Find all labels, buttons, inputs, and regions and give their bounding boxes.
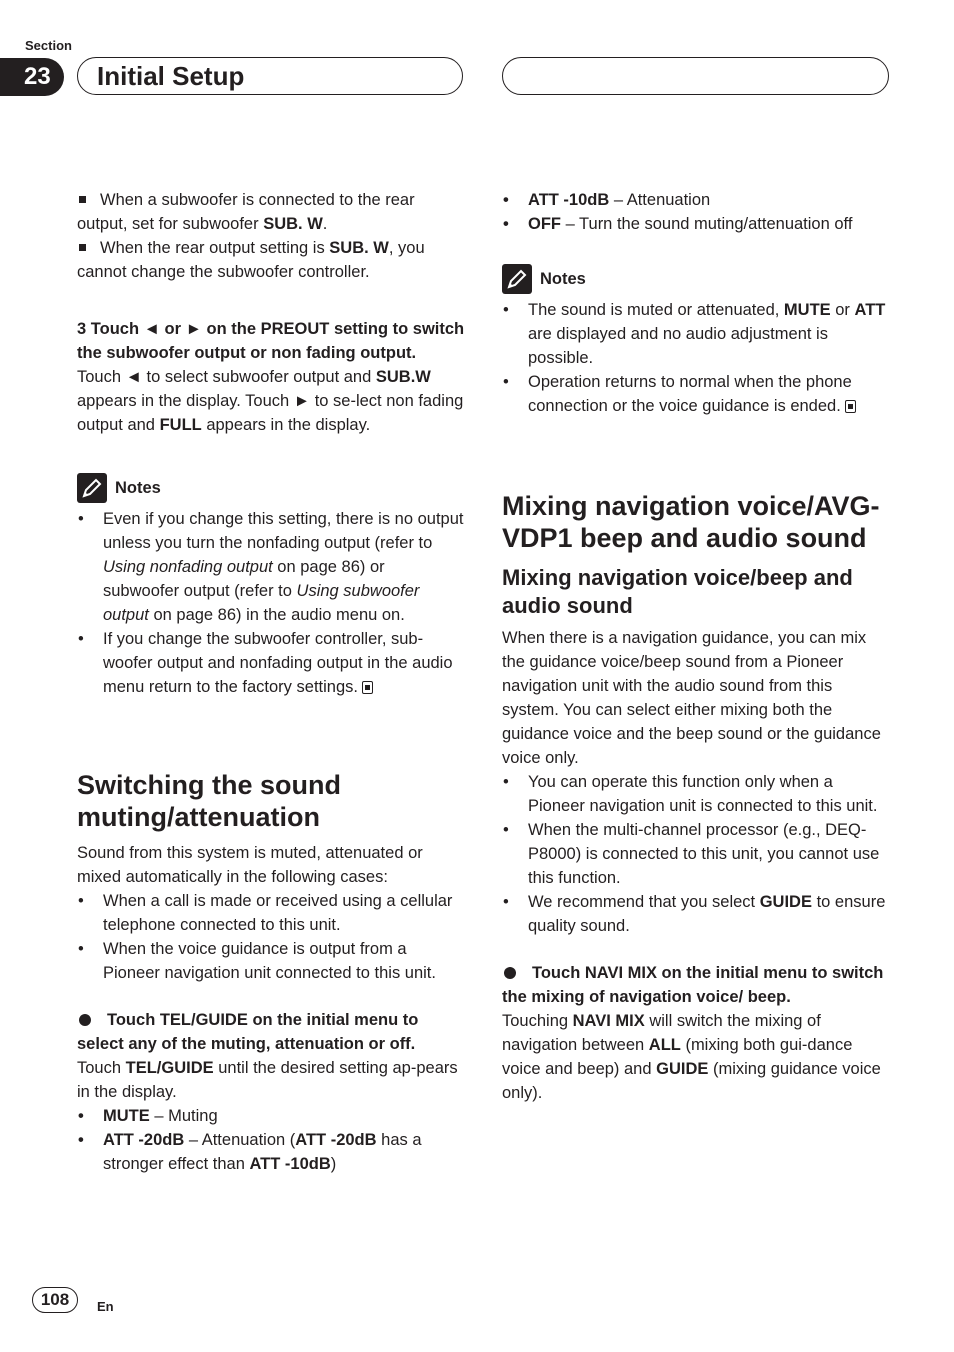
subwoofer-note-2: When the rear output setting is SUB. W, you cannot change the subwoofer controller. <box>77 239 425 281</box>
step-dot-icon <box>504 967 516 979</box>
subheading-mixing: Mixing navigation voice/beep and audio sound <box>502 565 853 618</box>
option-mute: • MUTE – Muting <box>77 1104 465 1128</box>
note-item: • The sound is muted or attenuated, MUTE or ATT are displayed and no audio adjustment is possible. <box>502 298 890 370</box>
end-mark-icon <box>362 681 373 694</box>
tel-guide-body: Touch TEL/GUIDE until the desired setting ap-pears in the display. <box>77 1059 458 1101</box>
option-off: • OFF – Turn the sound muting/attenuation off <box>502 212 890 236</box>
note-item: • Even if you change this setting, there is no output unless you turn the nonfading output (refer to Using nonfading output on page 86) or subwoofer output (refer to Using subwoofer output on page 86) in the audio menu on. <box>77 507 465 627</box>
mixing-bullet: • When the multi-channel processor (e.g., DEQ-P8000) is connected to this unit, you cannot use this function. <box>502 818 890 890</box>
pencil-note-icon <box>502 264 532 294</box>
notes-heading: Notes <box>77 473 465 503</box>
pencil-note-icon <box>77 473 107 503</box>
header-empty-frame <box>502 57 889 95</box>
subwoofer-note-1: When a subwoofer is connected to the rear output, set for subwoofer SUB. W. <box>77 191 415 233</box>
option-att-10: • ATT -10dB – Attenuation <box>502 188 890 212</box>
language-label: En <box>97 1299 114 1314</box>
step-dot-icon <box>79 1014 91 1026</box>
step-3-body: Touch ◄ to select subwoofer output and SUB.W appears in the display. Touch ► to se-lect non fading output and FULL appears in the display. <box>77 368 464 434</box>
mixing-bullet: • You can operate this function only when a Pioneer navigation unit is connected to this unit. <box>502 770 890 818</box>
case-item: • When the voice guidance is output from a Pioneer navigation unit connected to this unit. <box>77 937 465 985</box>
square-bullet-icon <box>79 244 86 251</box>
mixing-intro: When there is a navigation guidance, you can mix the guidance voice/beep sound from a Pioneer navigation unit with the audio sound from this system. You can select either mixing both the guidance voice and the beep sound or the guidance voice only. <box>502 629 881 767</box>
left-column <box>77 188 465 1176</box>
option-att-20: • ATT -20dB – Attenuation (ATT -20dB has a stronger effect than ATT -10dB) <box>77 1128 465 1176</box>
notes-heading: Notes <box>502 264 890 294</box>
square-bullet-icon <box>79 196 86 203</box>
page-title: Initial Setup <box>97 61 245 91</box>
right-column <box>502 188 890 1105</box>
section-number: 23 <box>0 58 64 96</box>
note-item: • Operation returns to normal when the phone connection or the voice guidance is ended. <box>502 370 890 418</box>
note-item: • If you change the subwoofer controller, sub-woofer output and nonfading output in the audio menu return to the factory settings. <box>77 627 465 699</box>
step-navi-mix: Touch NAVI MIX on the initial menu to switch the mixing of navigation voice/ beep. <box>502 964 884 1006</box>
section-heading-muting: Switching the sound muting/attenuation <box>77 770 341 832</box>
step-3-heading: 3 Touch ◄ or ► on the PREOUT setting to switch the subwoofer output or non fading output. <box>77 320 465 362</box>
navi-mix-body: Touching NAVI MIX will switch the mixing of navigation between ALL (mixing both gui-dance voice and beep) and GUIDE (mixing guidance voice only). <box>502 1012 881 1102</box>
section-label: Section <box>25 38 72 53</box>
muting-intro: Sound from this system is muted, attenuated or mixed automatically in the following cases: <box>77 844 423 886</box>
section-heading-mixing: Mixing navigation voice/AVG-VDP1 beep and audio sound <box>502 491 880 553</box>
page-number: 108 <box>32 1287 78 1313</box>
end-mark-icon <box>845 400 856 413</box>
step-tel-guide: Touch TEL/GUIDE on the initial menu to select any of the muting, attenuation or off. <box>77 1011 419 1053</box>
mixing-bullet: • We recommend that you select GUIDE to ensure quality sound. <box>502 890 890 938</box>
case-item: • When a call is made or received using a cellular telephone connected to this unit. <box>77 889 465 937</box>
